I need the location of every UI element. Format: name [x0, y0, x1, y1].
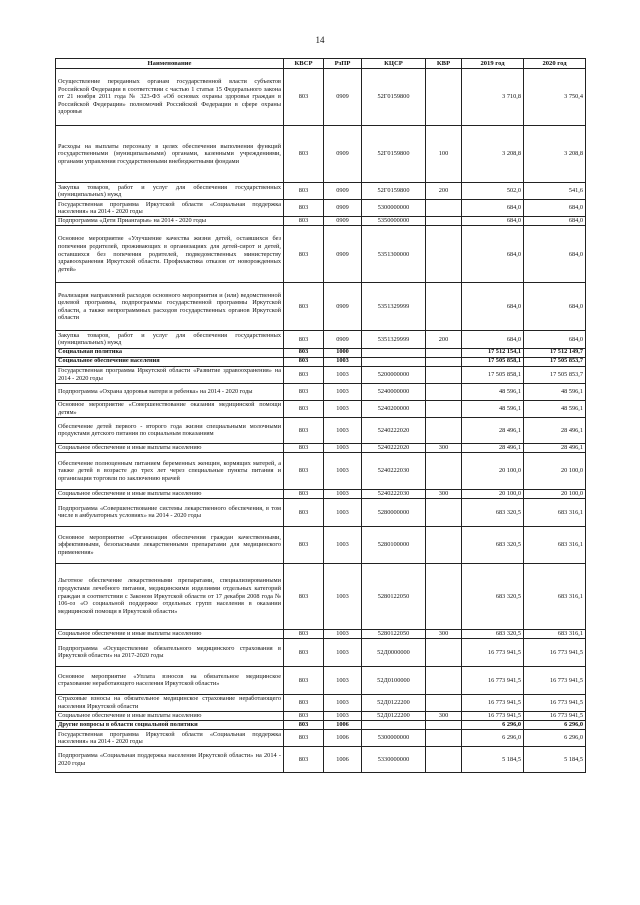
table-row	[56, 331, 586, 348]
row-kvr-cell	[426, 400, 462, 417]
row-2019-cell: 502,0	[462, 183, 524, 200]
row-kvr-cell	[426, 452, 462, 489]
row-name-cell: Закупка товаров, работ и услуг для обеспечения государственных (муниципальных) нужд	[56, 183, 284, 200]
row-name-cell: Реализация направлений расходов основного мероприятия и (или) ведомственной целевой программы, подпрограммы государственной программы Иркутской области, а также непрограммных расходов государственных органов Иркутской области	[56, 283, 284, 331]
table-row	[56, 200, 586, 217]
table-row	[56, 747, 586, 773]
row-2020-cell: 683 316,1	[524, 498, 586, 526]
row-2020-cell: 3 750,4	[524, 69, 586, 126]
row-2020-cell: 6 296,0	[524, 721, 586, 730]
row-kvr-cell	[426, 498, 462, 526]
row-kvsr-cell: 803	[284, 217, 324, 226]
row-kvr-cell	[426, 348, 462, 357]
table-row	[56, 526, 586, 563]
row-rzpr-cell: 0909	[324, 226, 362, 283]
row-2019-cell: 6 296,0	[462, 730, 524, 747]
row-kvr-cell	[426, 226, 462, 283]
row-2019-cell: 48 596,1	[462, 383, 524, 400]
row-2020-cell: 16 773 941,5	[524, 638, 586, 666]
row-2020-cell: 16 773 941,5	[524, 694, 586, 711]
row-rzpr-cell: 1000	[324, 348, 362, 357]
row-kvr-cell	[426, 721, 462, 730]
row-kvr-cell	[426, 366, 462, 383]
row-kvsr-cell: 803	[284, 498, 324, 526]
row-kcsr-cell	[362, 348, 426, 357]
row-kcsr-cell: 52Д0122200	[362, 694, 426, 711]
row-kcsr-cell: 5280122050	[362, 629, 426, 638]
row-kvr-cell	[426, 730, 462, 747]
row-2019-cell: 16 773 941,5	[462, 666, 524, 694]
row-2019-cell: 16 773 941,5	[462, 694, 524, 711]
table-row	[56, 283, 586, 331]
row-rzpr-cell: 1003	[324, 498, 362, 526]
row-kcsr-cell: 52Г0159800	[362, 183, 426, 200]
row-kvsr-cell: 803	[284, 694, 324, 711]
row-kcsr-cell: 5280100000	[362, 526, 426, 563]
table-row	[56, 183, 586, 200]
row-kvr-cell	[426, 69, 462, 126]
row-name-cell: Страховые взносы на обязательное медицинское страхование неработающего населения Иркутской области	[56, 694, 284, 711]
row-2019-cell: 20 100,0	[462, 452, 524, 489]
row-2020-cell: 17 512 149,7	[524, 348, 586, 357]
row-kvsr-cell: 803	[284, 226, 324, 283]
row-2020-cell: 5 184,5	[524, 747, 586, 773]
column-header-kvsr: КВСР	[284, 59, 324, 69]
row-kvr-cell: 300	[426, 489, 462, 498]
row-kcsr-cell: 5330000000	[362, 747, 426, 773]
row-kvsr-cell: 803	[284, 712, 324, 721]
row-2019-cell: 683 320,5	[462, 526, 524, 563]
row-kvsr-cell: 803	[284, 666, 324, 694]
row-name-cell: Подпрограмма «Дети Приангарья» на 2014 - 2020 годы	[56, 217, 284, 226]
row-2019-cell: 684,0	[462, 217, 524, 226]
column-header-rzpr: РзПР	[324, 59, 362, 69]
column-header-2020: 2020 год	[524, 59, 586, 69]
row-kvr-cell	[426, 417, 462, 443]
row-kcsr-cell: 5280000000	[362, 498, 426, 526]
row-kvr-cell	[426, 217, 462, 226]
row-name-cell: Подпрограмма «Охрана здоровья матери и ребенка» на 2014 - 2020 годы	[56, 383, 284, 400]
row-kvr-cell	[426, 694, 462, 711]
row-kvr-cell: 200	[426, 331, 462, 348]
row-name-cell: Обеспечение полноценным питанием беременных женщин, кормящих матерей, а также детей в возрасте до трех лет через специальные пункты питания и организации торговли по заключению врачей	[56, 452, 284, 489]
row-kvsr-cell: 803	[284, 126, 324, 183]
row-rzpr-cell: 0909	[324, 183, 362, 200]
table-row	[56, 694, 586, 711]
row-kvr-cell	[426, 563, 462, 629]
row-kvsr-cell: 803	[284, 283, 324, 331]
row-2020-cell: 6 296,0	[524, 730, 586, 747]
row-name-cell: Социальное обеспечение и иные выплаты населению	[56, 629, 284, 638]
row-2020-cell: 48 596,1	[524, 400, 586, 417]
table-row	[56, 126, 586, 183]
row-name-cell: Социальная политика	[56, 348, 284, 357]
row-kcsr-cell: 52Д0000000	[362, 638, 426, 666]
row-kvsr-cell: 803	[284, 366, 324, 383]
row-kvsr-cell: 803	[284, 200, 324, 217]
row-2020-cell: 684,0	[524, 200, 586, 217]
row-2019-cell: 683 320,5	[462, 629, 524, 638]
row-name-cell: Подпрограмма «Осуществление обязательного медицинского страхования в Иркутской области» на 2017-2020 годы	[56, 638, 284, 666]
row-kvr-cell: 300	[426, 443, 462, 452]
row-kcsr-cell: 5240222020	[362, 443, 426, 452]
row-rzpr-cell: 1003	[324, 638, 362, 666]
row-kvr-cell	[426, 283, 462, 331]
row-2019-cell: 20 100,0	[462, 489, 524, 498]
row-kcsr-cell: 5351329999	[362, 331, 426, 348]
row-rzpr-cell: 0909	[324, 126, 362, 183]
row-name-cell: Подпрограмма «Совершенствование системы лекарственного обеспечения, в том числе в амбулаторных условиях» на 2014 - 2020 годы	[56, 498, 284, 526]
row-kvr-cell	[426, 383, 462, 400]
table-header-row	[56, 59, 586, 69]
row-kvsr-cell: 803	[284, 730, 324, 747]
row-kcsr-cell: 5200000000	[362, 366, 426, 383]
row-2019-cell: 684,0	[462, 283, 524, 331]
row-kcsr-cell: 5300000000	[362, 200, 426, 217]
row-2020-cell: 683 316,1	[524, 629, 586, 638]
row-kvsr-cell: 803	[284, 443, 324, 452]
row-2020-cell: 28 496,1	[524, 443, 586, 452]
table-row	[56, 498, 586, 526]
row-rzpr-cell: 1006	[324, 730, 362, 747]
row-kvr-cell: 200	[426, 183, 462, 200]
table-row	[56, 383, 586, 400]
row-2019-cell: 683 320,5	[462, 498, 524, 526]
row-kcsr-cell: 52Г0159800	[362, 126, 426, 183]
row-kvsr-cell: 803	[284, 452, 324, 489]
table-row	[56, 721, 586, 730]
row-name-cell: Другие вопросы в области социальной политики	[56, 721, 284, 730]
row-kvsr-cell: 803	[284, 563, 324, 629]
row-name-cell: Основное мероприятие «Уплата взносов на обязательное медицинское страхование неработающего населения Иркутской области»	[56, 666, 284, 694]
table-row	[56, 563, 586, 629]
table-row	[56, 217, 586, 226]
row-kvsr-cell: 803	[284, 417, 324, 443]
row-kcsr-cell: 5240222030	[362, 452, 426, 489]
table-row	[56, 638, 586, 666]
row-kvsr-cell: 803	[284, 183, 324, 200]
row-2019-cell: 684,0	[462, 331, 524, 348]
row-2019-cell: 6 296,0	[462, 721, 524, 730]
row-kcsr-cell: 5350000000	[362, 217, 426, 226]
row-kvr-cell	[426, 526, 462, 563]
row-rzpr-cell: 0909	[324, 331, 362, 348]
table-row	[56, 417, 586, 443]
row-kvsr-cell: 803	[284, 638, 324, 666]
column-header-name: Наименование	[56, 59, 284, 69]
table-row	[56, 666, 586, 694]
row-rzpr-cell: 0909	[324, 200, 362, 217]
row-kvr-cell: 300	[426, 629, 462, 638]
row-kvsr-cell: 803	[284, 629, 324, 638]
row-name-cell: Основное мероприятие «Совершенствование оказания медицинской помощи детям»	[56, 400, 284, 417]
row-2020-cell: 683 316,1	[524, 563, 586, 629]
row-kvr-cell	[426, 747, 462, 773]
row-2019-cell: 28 496,1	[462, 417, 524, 443]
row-2019-cell: 16 773 941,5	[462, 638, 524, 666]
row-rzpr-cell: 0909	[324, 69, 362, 126]
row-kvr-cell	[426, 200, 462, 217]
row-name-cell: Государственная программа Иркутской области «Социальная поддержка населения» на 2014 - 2020 годы	[56, 730, 284, 747]
row-kvr-cell: 300	[426, 712, 462, 721]
row-rzpr-cell: 1003	[324, 357, 362, 366]
row-kcsr-cell	[362, 357, 426, 366]
row-kcsr-cell: 5280122050	[362, 563, 426, 629]
table-row	[56, 226, 586, 283]
row-name-cell: Социальное обеспечение и иные выплаты населению	[56, 712, 284, 721]
row-2020-cell: 541,6	[524, 183, 586, 200]
row-rzpr-cell: 1003	[324, 366, 362, 383]
row-rzpr-cell: 1003	[324, 563, 362, 629]
table-row	[56, 366, 586, 383]
row-2020-cell: 16 773 941,5	[524, 666, 586, 694]
row-rzpr-cell: 0909	[324, 217, 362, 226]
row-name-cell: Социальное обеспечение населения	[56, 357, 284, 366]
row-name-cell: Закупка товаров, работ и услуг для обеспечения государственных (муниципальных) нужд	[56, 331, 284, 348]
row-rzpr-cell: 1006	[324, 747, 362, 773]
column-header-kcsr: КЦСР	[362, 59, 426, 69]
row-2019-cell: 3 710,8	[462, 69, 524, 126]
row-kvsr-cell: 803	[284, 383, 324, 400]
row-kcsr-cell: 5240222020	[362, 417, 426, 443]
row-kcsr-cell: 5351329999	[362, 283, 426, 331]
row-name-cell: Социальное обеспечение и иные выплаты населению	[56, 443, 284, 452]
row-kvsr-cell: 803	[284, 331, 324, 348]
table-row	[56, 730, 586, 747]
row-kcsr-cell: 5351300000	[362, 226, 426, 283]
row-name-cell: Основное мероприятие «Организация обеспечения граждан качественными, эффективными, безопасными лекарственными препаратами для медицинского применения»	[56, 526, 284, 563]
row-2020-cell: 48 596,1	[524, 383, 586, 400]
row-name-cell: Расходы на выплаты персоналу в целях обеспечения выполнения функций государственными (муниципальными) органами, казенными учреждениями, органами управления государственными внебюджетными фондами	[56, 126, 284, 183]
row-2020-cell: 20 100,0	[524, 489, 586, 498]
row-2020-cell: 683 316,1	[524, 526, 586, 563]
row-2020-cell: 3 208,8	[524, 126, 586, 183]
row-name-cell: Обеспечение детей первого - второго года жизни специальными молочными продуктами детского питания по социальным показаниям	[56, 417, 284, 443]
row-rzpr-cell: 1003	[324, 694, 362, 711]
row-kvsr-cell: 803	[284, 747, 324, 773]
row-name-cell: Осуществление переданных органам государственной власти субъектов Российской Федерации в соответствии с частью 1 статьи 15 Федерального закона от 21 ноября 2011 года № 323-ФЗ «Об основах охраны здоровья граждан в Российской Федерации» полномочий Российской Федерации в сфере охраны здоровья	[56, 69, 284, 126]
row-kcsr-cell: 5240222030	[362, 489, 426, 498]
row-2019-cell: 17 505 858,1	[462, 366, 524, 383]
row-kvsr-cell: 803	[284, 721, 324, 730]
table-row	[56, 348, 586, 357]
row-name-cell: Основное мероприятие «Улучшение качества жизни детей, оставшихся без попечения родителей, проживающих в организациях для детей-сирот и детей, оставшихся без попечения родителей, подведомственных министерству здравоохранения Иркутской области. Профилактика отказов от новорожденных детей»	[56, 226, 284, 283]
row-2020-cell: 684,0	[524, 226, 586, 283]
row-rzpr-cell: 1006	[324, 721, 362, 730]
row-kvr-cell	[426, 666, 462, 694]
column-header-kvr: КВР	[426, 59, 462, 69]
row-2019-cell: 684,0	[462, 226, 524, 283]
row-2020-cell: 28 496,1	[524, 417, 586, 443]
table-row	[56, 452, 586, 489]
row-2020-cell: 684,0	[524, 217, 586, 226]
column-header-2019: 2019 год	[462, 59, 524, 69]
row-2019-cell: 16 773 941,5	[462, 712, 524, 721]
table-row	[56, 357, 586, 366]
row-name-cell: Государственная программа Иркутской области «Развитие здравоохранения» на 2014 - 2020 годы	[56, 366, 284, 383]
row-2019-cell: 48 596,1	[462, 400, 524, 417]
row-name-cell: Государственная программа Иркутской области «Социальная поддержка населения» на 2014 - 2020 годы	[56, 200, 284, 217]
row-kcsr-cell: 52Г0159800	[362, 69, 426, 126]
row-kvr-cell: 100	[426, 126, 462, 183]
row-rzpr-cell: 1003	[324, 383, 362, 400]
row-2020-cell: 20 100,0	[524, 452, 586, 489]
row-rzpr-cell: 1003	[324, 629, 362, 638]
row-kcsr-cell: 52Д0100000	[362, 666, 426, 694]
row-2019-cell: 28 496,1	[462, 443, 524, 452]
row-2019-cell: 684,0	[462, 200, 524, 217]
row-kvsr-cell: 803	[284, 489, 324, 498]
row-2020-cell: 16 773 941,5	[524, 712, 586, 721]
row-2019-cell: 5 184,5	[462, 747, 524, 773]
row-kcsr-cell: 5240200000	[362, 400, 426, 417]
row-rzpr-cell: 1003	[324, 417, 362, 443]
row-kcsr-cell: 52Д0122200	[362, 712, 426, 721]
page-number: 14	[315, 35, 325, 45]
row-kvsr-cell: 803	[284, 348, 324, 357]
table-row	[56, 712, 586, 721]
table-row	[56, 400, 586, 417]
row-rzpr-cell: 1003	[324, 452, 362, 489]
row-2020-cell: 17 505 853,7	[524, 366, 586, 383]
row-kcsr-cell: 5240000000	[362, 383, 426, 400]
row-rzpr-cell: 1003	[324, 526, 362, 563]
table-row	[56, 443, 586, 452]
row-name-cell: Льготное обеспечение лекарственными препаратами, специализированными продуктами лечебного питания, медицинскими изделиями отдельных категорий граждан в соответствии с Законом Иркутской области от 17 декабря 2008 года № 106-оз «О социальной поддержке отдельных групп населения в оказании медицинской помощи в Иркутской области»	[56, 563, 284, 629]
row-2020-cell: 684,0	[524, 283, 586, 331]
row-kcsr-cell: 5300000000	[362, 730, 426, 747]
row-kvsr-cell: 803	[284, 69, 324, 126]
budget-table	[55, 58, 586, 773]
row-rzpr-cell: 1003	[324, 400, 362, 417]
row-rzpr-cell: 1003	[324, 489, 362, 498]
row-kvsr-cell: 803	[284, 526, 324, 563]
table-row	[56, 69, 586, 126]
table-row	[56, 489, 586, 498]
row-name-cell: Социальное обеспечение и иные выплаты населению	[56, 489, 284, 498]
row-2019-cell: 17 505 858,1	[462, 357, 524, 366]
row-2020-cell: 684,0	[524, 331, 586, 348]
row-name-cell: Подпрограмма «Социальная поддержка населения Иркутской области» на 2014 - 2020 годы	[56, 747, 284, 773]
table-row	[56, 629, 586, 638]
row-rzpr-cell: 1003	[324, 712, 362, 721]
row-rzpr-cell: 1003	[324, 666, 362, 694]
row-kvr-cell	[426, 357, 462, 366]
row-kvsr-cell: 803	[284, 357, 324, 366]
row-2019-cell: 683 320,5	[462, 563, 524, 629]
row-kvsr-cell: 803	[284, 400, 324, 417]
row-rzpr-cell: 1003	[324, 443, 362, 452]
row-kcsr-cell	[362, 721, 426, 730]
row-kvr-cell	[426, 638, 462, 666]
row-2020-cell: 17 505 853,7	[524, 357, 586, 366]
row-2019-cell: 17 512 154,1	[462, 348, 524, 357]
row-rzpr-cell: 0909	[324, 283, 362, 331]
row-2019-cell: 3 208,8	[462, 126, 524, 183]
